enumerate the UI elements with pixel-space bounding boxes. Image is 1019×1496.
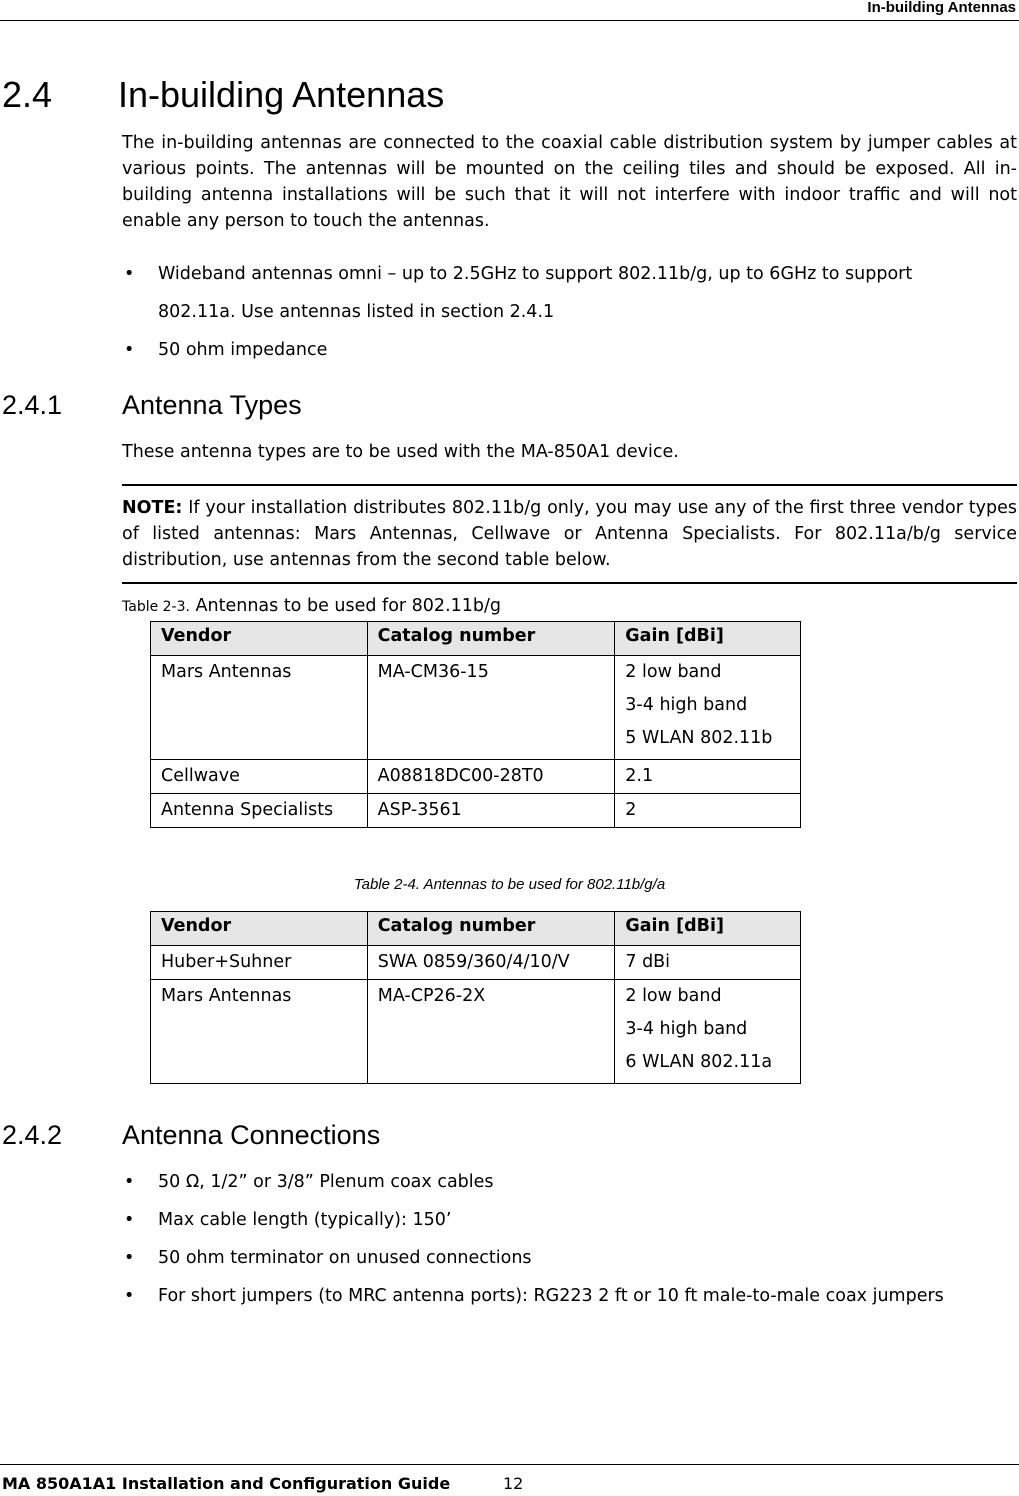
column-header: Catalog number: [367, 622, 615, 656]
gain-cell-line: 3-4 high band: [625, 695, 748, 715]
gain-cell-line: 2 low band: [625, 662, 722, 682]
page-header: [0, 0, 1019, 21]
gain-cell-line: 3-4 high band: [625, 1019, 748, 1039]
header-title: In-building Antennas: [867, 0, 1016, 16]
list-item: [122, 1201, 992, 1239]
catalog-cell: SWA 0859/360/4/10/V: [377, 952, 570, 972]
list-item: [122, 1163, 992, 1201]
bullet-text: 50 ohm terminator on unused connections: [158, 1248, 532, 1268]
catalog-cell: ASP-3561: [377, 800, 462, 820]
subsection-title: Antenna Connections: [122, 1120, 381, 1150]
table-row: [151, 760, 801, 794]
list-item: [122, 255, 992, 331]
catalog-cell: A08818DC00-28T0: [377, 766, 544, 786]
page-number: 12: [503, 1474, 524, 1493]
table1-caption: [122, 596, 501, 616]
catalog-cell: MA-CP26-2X: [377, 986, 486, 1006]
gain-cell-line: 2 low band: [625, 986, 722, 1006]
column-header: Catalog number: [367, 912, 615, 946]
bullet-text: 50 ohm impedance: [158, 340, 328, 360]
section-number: 2.4: [2, 74, 53, 115]
bullet-icon: •: [124, 1172, 135, 1192]
bullet-icon: •: [124, 1248, 135, 1268]
gain-cell-line: 7 dBi: [625, 952, 671, 972]
table1-caption-text: Antennas to be used for 802.11b/g: [189, 596, 502, 616]
list-item: [122, 1239, 992, 1277]
section-heading: [2, 74, 444, 116]
table-row: [151, 946, 801, 980]
vendor-cell: Antenna Specialists: [161, 800, 334, 820]
bullet-icon: •: [124, 340, 135, 360]
footer-title: MA 850A1A1 Installation and Configuration Guide: [2, 1474, 451, 1493]
antenna-table-bg: [150, 621, 801, 828]
subsection-heading: [2, 1120, 380, 1151]
section-bullet-list: [122, 255, 992, 369]
section-intro: The in-building antennas are connected to the coaxial cable distribution system by jumper cables at various points. The antennas will be mounted on the ceiling tiles and should be exposed. All in-building antenna installations will be such that it will not interfere with indoor traffic and will not enable any person to touch the antennas.: [122, 133, 1017, 231]
vendor-cell: Mars Antennas: [161, 662, 292, 682]
list-item: [122, 1277, 992, 1307]
antenna-table-bga: [150, 911, 801, 1084]
subsection-number: 2.4.1: [2, 390, 63, 420]
table-row: [151, 794, 801, 828]
connections-bullet-list: [122, 1163, 992, 1307]
subsection-title: Antenna Types: [122, 390, 302, 420]
bullet-icon: •: [124, 1210, 135, 1230]
subsection-heading: [2, 390, 302, 421]
table-row: [151, 980, 801, 1084]
catalog-cell: MA-CM36-15: [377, 662, 489, 682]
bullet-text: 50 Ω, 1/2” or 3/8” Plenum coax cables: [158, 1172, 494, 1192]
gain-cell-line: 2: [625, 800, 637, 820]
bullet-icon: •: [124, 264, 135, 284]
vendor-cell: Cellwave: [161, 766, 240, 786]
column-header: Gain [dBi]: [615, 912, 801, 946]
note-text: If your installation distributes 802.11b/g only, you may use any of the first three vendor types of listed antennas: Mars Antennas, Cellwave or Antenna Specialists. For 802.11a/b/g service distribution, use antennas from the second table below.: [122, 498, 1017, 570]
subsection-intro: These antenna types are to be used with the MA-850A1 device.: [122, 442, 679, 462]
note-box: [122, 484, 1017, 584]
table2-caption: Table 2-4. Antennas to be used for 802.11b/g/a: [353, 876, 666, 893]
gain-cell-line: 5 WLAN 802.11b: [625, 728, 773, 748]
section-title: In-building Antennas: [118, 74, 445, 115]
column-header: Gain [dBi]: [615, 622, 801, 656]
bullet-icon: •: [124, 1286, 135, 1306]
subsection-number: 2.4.2: [2, 1120, 63, 1150]
gain-cell-line: 2.1: [625, 766, 654, 786]
table-header-row: [151, 912, 801, 946]
bullet-text: For short jumpers (to MRC antenna ports): RG223 2 ft or 10 ft male-to-male coax jumpers: [158, 1286, 944, 1306]
table-row: [151, 656, 801, 760]
column-header: Vendor: [151, 912, 368, 946]
footer-rule: [0, 1464, 1019, 1465]
bullet-text: Max cable length (typically): 150’: [158, 1210, 452, 1230]
table-header-row: [151, 622, 801, 656]
column-header: Vendor: [151, 622, 368, 656]
list-item: [122, 331, 992, 369]
vendor-cell: Mars Antennas: [161, 986, 292, 1006]
note-label: NOTE:: [122, 498, 183, 518]
vendor-cell: Huber+Suhner: [161, 952, 292, 972]
gain-cell-line: 6 WLAN 802.11a: [625, 1052, 773, 1072]
bullet-text: Wideband antennas omni – up to 2.5GHz to support 802.11b/g, up to 6GHz to support 802.11a. Use antennas listed in section 2.4.1: [158, 264, 913, 322]
table1-caption-label: Table 2-3.: [122, 599, 190, 615]
